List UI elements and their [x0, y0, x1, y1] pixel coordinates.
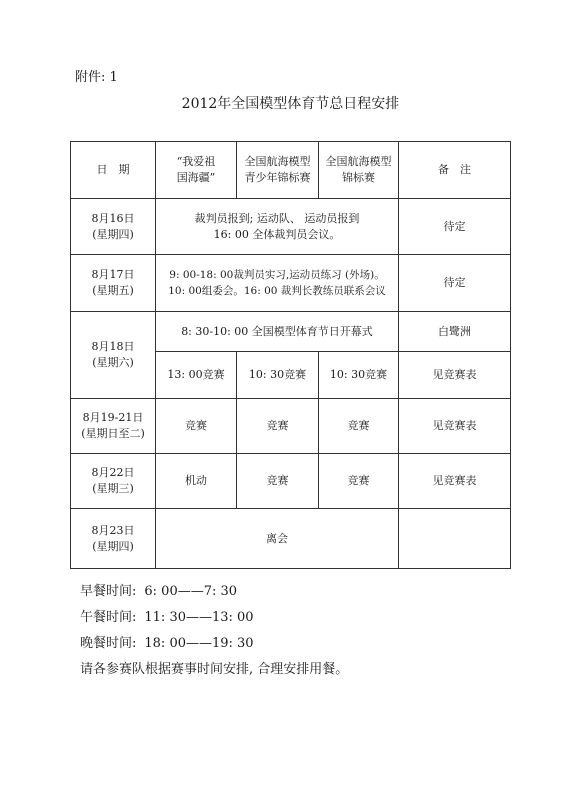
event-cell: 10: 30竞赛 [237, 352, 319, 399]
event-cell: 13: 00竞赛 [156, 352, 237, 399]
date-cell: 8月17日 (星期五) [71, 255, 156, 312]
date-cell: 8月22日 (星期三) [71, 454, 156, 509]
lunch-label: 午餐时间: [80, 610, 137, 625]
date-cell: 8月16日 (星期四) [71, 199, 156, 255]
date-cell: 8月19-21日 (星期日至二) [71, 399, 156, 454]
dinner-line [80, 634, 348, 660]
lunch-line [80, 608, 348, 634]
header-col2: 全国航海模型 青少年锦标赛 [237, 142, 319, 199]
table-row [71, 509, 511, 569]
breakfast-time: 6: 00——7: 30 [144, 584, 238, 599]
attachment-label: 附件: 1 [75, 70, 118, 85]
header-col1: “我爱祖 国海疆” [156, 142, 237, 199]
event-cell: 竞赛 [319, 454, 399, 509]
remark-cell: 见竞赛表 [399, 454, 511, 509]
remark-cell: 白鹭洲 [399, 312, 511, 352]
table-row [71, 255, 511, 312]
table-row [71, 454, 511, 509]
event-cell: 机动 [156, 454, 237, 509]
remark-cell: 见竞赛表 [399, 352, 511, 399]
event-cell: 竞赛 [319, 399, 399, 454]
event-cell: 离会 [156, 509, 399, 569]
table-row [71, 312, 511, 352]
event-cell: 裁判员报到; 运动队、 运动员报到 16: 00 全体裁判员会议。 [156, 199, 399, 255]
header-col3: 全国航海模型 锦标赛 [319, 142, 399, 199]
table-row [71, 199, 511, 255]
lunch-time: 11: 30——13: 00 [144, 610, 254, 625]
event-cell: 8: 30-10: 00 全国模型体育节日开幕式 [156, 312, 399, 352]
remark-cell [399, 509, 511, 569]
header-row [71, 142, 511, 199]
event-cell: 9: 00-18: 00裁判员实习,运动员练习 (外场)。 10: 00组委会。16: 00 裁判长教练员联系会议 [156, 255, 399, 312]
date-cell: 8月18日 (星期六) [71, 312, 156, 399]
event-cell: 竞赛 [156, 399, 237, 454]
document-title: 2012年全国模型体育节总日程安排 [181, 96, 400, 112]
breakfast-line [80, 582, 348, 608]
event-cell: 10: 30竞赛 [319, 352, 399, 399]
meal-schedule [80, 582, 348, 686]
remark-cell: 见竞赛表 [399, 399, 511, 454]
remark-cell: 待定 [399, 255, 511, 312]
header-remarks: 备 注 [399, 142, 511, 199]
schedule-table [70, 141, 511, 569]
event-cell: 竞赛 [237, 454, 319, 509]
event-cell: 竞赛 [237, 399, 319, 454]
table-row [71, 399, 511, 454]
meal-note: 请各参赛队根据赛事时间安排, 合理安排用餐。 [80, 662, 349, 677]
remark-cell: 待定 [399, 199, 511, 255]
dinner-label: 晚餐时间: [80, 636, 137, 651]
header-date: 日 期 [71, 142, 156, 199]
date-cell: 8月23日 (星期四) [71, 509, 156, 569]
breakfast-label: 早餐时间: [80, 584, 137, 599]
dinner-time: 18: 00——19: 30 [144, 636, 254, 651]
